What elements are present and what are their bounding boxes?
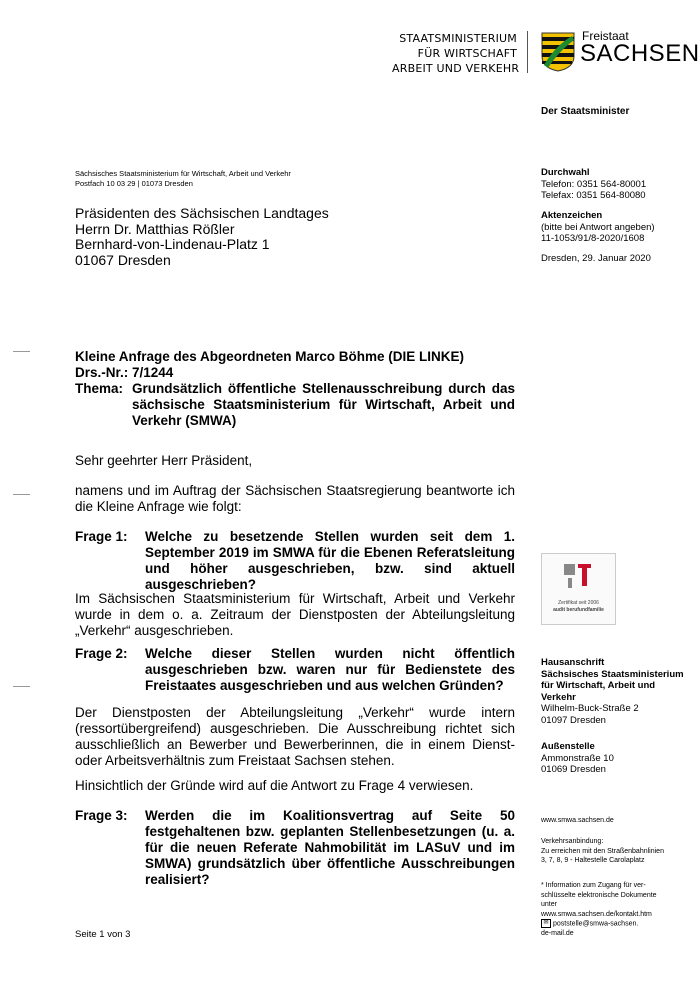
- verkehr-line-1: Verkehrsanbindung:: [541, 838, 604, 845]
- letter-date: Dresden, 29. Januar 2020: [541, 253, 651, 264]
- question-1: [75, 529, 515, 593]
- mail-row[interactable]: [541, 919, 657, 929]
- header-divider: [527, 31, 528, 73]
- info-line-3: unter: [541, 901, 557, 908]
- sender-line-1: Sächsisches Staatsministerium für Wirtschaft, Arbeit und Verkehr: [75, 169, 291, 178]
- recipient-line-1: Präsidenten des Sächsischen Landtages: [75, 205, 329, 221]
- cert-line-2: audit berufundfamilie: [553, 607, 604, 613]
- aktenzeichen-label: Aktenzeichen: [541, 210, 603, 221]
- aktenzeichen-value: 11-1053/91/8-2020/1608: [541, 233, 645, 244]
- hausanschrift-name-3: Verkehr: [541, 691, 576, 703]
- sender-line-2: Postfach 10 03 29 | 01073 Dresden: [75, 179, 193, 188]
- info-link[interactable]: www.smwa.sachsen.de/kontakt.htm: [541, 910, 652, 918]
- salutation: Sehr geehrter Herr Präsident,: [75, 453, 253, 468]
- saxony-crest-icon: [541, 32, 575, 72]
- verkehr-line-2: Zu erreichen mit den Straßenbahnlinien: [541, 847, 664, 855]
- page-number: Seite 1 von 3: [75, 929, 131, 940]
- mail-icon: ✉: [541, 919, 551, 928]
- freistaat-label: Freistaat: [582, 29, 629, 43]
- fold-mark: [13, 686, 30, 687]
- recipient-line-2: Herrn Dr. Matthias Rößler: [75, 220, 235, 237]
- question-1-text: Welche zu besetzende Stellen wurden seit dem 1. September 2019 im SMWA für die Ebenen Referatsleitung und höher ausgeschrieben, bzw. sind aktuell ausgeschrieben?: [145, 529, 515, 592]
- thema-value: Grundsätzlich öffentliche Stellenausschreibung durch das sächsische Staatsministerium für Wirtschaft, Arbeit und Verkehr (SMWA): [132, 381, 515, 428]
- subject-line: Kleine Anfrage des Abgeordneten Marco Böhme (DIE LINKE): [75, 349, 465, 364]
- info-block: [541, 881, 657, 938]
- hausanschrift-name-1: Sächsisches Staatsministerium: [541, 668, 684, 680]
- mail-line-2: de-mail.de: [541, 929, 574, 937]
- ministry-name: [392, 31, 520, 76]
- mail-line-1: poststelle@smwa-sachsen.: [553, 920, 639, 928]
- aussenstelle-block: [541, 741, 614, 776]
- info-line-2: schlüsselte elektronische Dokumente: [541, 891, 657, 899]
- recipient-line-3: Bernhard-von-Lindenau-Platz 1: [75, 236, 270, 252]
- question-3-text: Werden die im Koalitionsvertrag auf Seite 50 festgehaltenen bzw. geplanten Stellenbesetzungen (u. a. für die neuen Referate Nahmobilität im LASuV und im SMWA) grundsätzlich über öffentliche Ausschreibungen realisiert?: [145, 808, 515, 887]
- answer-2: Der Dienstposten der Abteilungsleitung „Verkehr“ wurde intern (ressortübergreifend) ausgeschrieben. Die Ausschreibung richtet sich ausschließlich an Bewerber und Bewerberinnen, die in einem Dienst- oder Arbeitsverhältnis zum Freistaat Sachsen stehen.: [75, 705, 515, 768]
- subject-block: [75, 349, 515, 429]
- hausanschrift-city: 01097 Dresden: [541, 714, 606, 726]
- hausanschrift-street: Wilhelm-Buck-Straße 2: [541, 703, 639, 714]
- telefon: Telefon: 0351 564-80001: [541, 178, 647, 190]
- question-2: [75, 646, 515, 694]
- recipient-address: [75, 206, 329, 268]
- aktenzeichen-block: [541, 210, 655, 245]
- aussenstelle-city: 01069 Dresden: [541, 764, 606, 775]
- aussenstelle-label: Außenstelle: [541, 741, 595, 752]
- question-2-label: Frage 2:: [75, 646, 128, 661]
- ministry-line-3: ARBEIT UND VERKEHR: [392, 62, 520, 75]
- punch-mark: [13, 494, 30, 495]
- intro-paragraph: namens und im Auftrag der Sächsischen Staatsregierung beantworte ich die Kleine Anfrage wie folgt:: [75, 483, 515, 514]
- ministry-line-2: FÜR WIRTSCHAFT: [417, 47, 517, 60]
- verkehr-block: [541, 837, 664, 866]
- contact-block: [541, 167, 646, 202]
- durchwahl-label: Durchwahl: [541, 167, 590, 178]
- hausanschrift-label: Hausanschrift: [541, 657, 605, 668]
- minister-label: Der Staatsminister: [541, 106, 630, 117]
- website-link[interactable]: www.smwa.sachsen.de: [541, 817, 614, 824]
- drs-row: [75, 365, 515, 381]
- sachsen-logo-text: SACHSEN: [580, 40, 700, 67]
- answer-2-reference: Hinsichtlich der Gründe wird auf die Antwort zu Frage 4 verwiesen.: [75, 778, 474, 793]
- cert-line-1: Zertifikat seit 2006: [558, 600, 599, 606]
- recipient-line-4: 01067 Dresden: [75, 251, 171, 268]
- question-1-label: Frage 1:: [75, 529, 128, 544]
- info-line-1: * Information zum Zugang für ver-: [541, 882, 646, 889]
- hausanschrift-name-2: für Wirtschaft, Arbeit und: [541, 680, 656, 691]
- question-3: [75, 808, 515, 888]
- aussenstelle-street: Ammonstraße 10: [541, 752, 614, 764]
- ministry-line-1: STAATSMINISTERIUM: [399, 32, 517, 45]
- question-3-label: Frage 3:: [75, 808, 128, 823]
- sender-line: [75, 169, 291, 189]
- audit-certificate-logo: [541, 553, 616, 625]
- drs-label: Drs.-Nr.:: [75, 365, 129, 380]
- drs-value: 7/1244: [132, 365, 174, 380]
- hausanschrift-block: [541, 657, 684, 726]
- telefax: Telefax: 0351 564-80080: [541, 190, 646, 201]
- fold-mark: [13, 351, 30, 352]
- answer-1: Im Sächsischen Staatsministerium für Wirtschaft, Arbeit und Verkehr wurde in dem o. a. Zeitraum der Dienstposten der Abteilungsleitung „Verkehr“ ausgeschrieben.: [75, 591, 515, 638]
- thema-label: Thema:: [75, 381, 124, 396]
- thema-row: [75, 381, 515, 429]
- aktenzeichen-note: (bitte bei Antwort angeben): [541, 221, 655, 233]
- verkehr-line-3: 3, 7, 8, 9 - Haltestelle Carolaplatz: [541, 857, 645, 864]
- question-2-text: Welche dieser Stellen wurden nicht öffentlich ausgeschrieben bzw. waren nur für Bedienstete des Freistaates ausgeschrieben und aus welchen Gründen?: [145, 646, 515, 693]
